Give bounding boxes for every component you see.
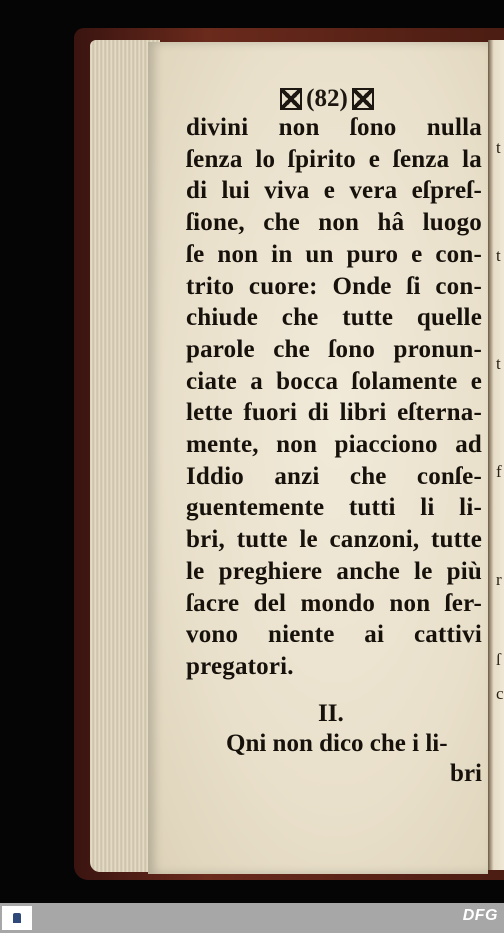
next-section-text	[226, 729, 482, 789]
next-page-edge	[488, 40, 504, 870]
next-page-glyph: ſ	[496, 650, 501, 669]
next-page-glyph: r	[496, 570, 502, 589]
next-page-glyph: t	[496, 354, 501, 373]
dfg-logo[interactable]: DFG	[462, 907, 498, 924]
text-line: le preghiere anche le più	[186, 557, 482, 585]
text-line: ſacre del mondo non ſer-	[186, 589, 482, 617]
text-line: trito cuore: Onde ſi con-	[186, 272, 482, 300]
next-page-glyph: c	[496, 684, 504, 703]
text-line: ſenza lo ſpirito e ſenza la	[186, 145, 482, 173]
text-line: mente, non piacciono ad	[186, 431, 482, 459]
text-line: chiude che tutte quelle	[186, 304, 482, 332]
text-line: bri, tutte le canzoni, tutte	[186, 526, 482, 554]
library-logo[interactable]	[2, 906, 32, 930]
text-line: ciate a bocca ſolamente e	[186, 367, 482, 395]
text-line: Qni non dico che i li-	[226, 730, 448, 757]
next-page-glyph: f	[496, 462, 502, 481]
text-line: di lui viva e vera eſpreſ-	[186, 177, 482, 205]
text-line: ſione, che non hâ luogo	[186, 209, 482, 237]
page-number: (82)	[306, 85, 348, 112]
next-page-glyph: t	[496, 138, 501, 157]
ornament-right-icon	[352, 88, 374, 110]
text-line: vono niente ai cattivi	[186, 621, 482, 649]
text-line: pregatori.	[186, 652, 294, 680]
section-number: II.	[318, 700, 344, 727]
next-page-glyph: t	[496, 246, 501, 265]
text-line: Iddio anzi che conſe-	[186, 462, 482, 490]
page-header	[268, 84, 386, 114]
library-logo-icon	[13, 913, 21, 923]
text-line: ſe non in un puro e con-	[186, 240, 482, 268]
text-line: guentemente tutti li li-	[186, 494, 482, 522]
viewer-footer-bar	[0, 903, 504, 933]
text-line: parole che ſono pronun-	[186, 335, 482, 363]
page-text	[186, 112, 482, 683]
text-line: lette fuori di libri eſterna-	[186, 399, 482, 427]
text-line: divini non ſono nulla	[186, 114, 482, 141]
text-line: bri	[450, 760, 482, 787]
ornament-left-icon	[280, 88, 302, 110]
